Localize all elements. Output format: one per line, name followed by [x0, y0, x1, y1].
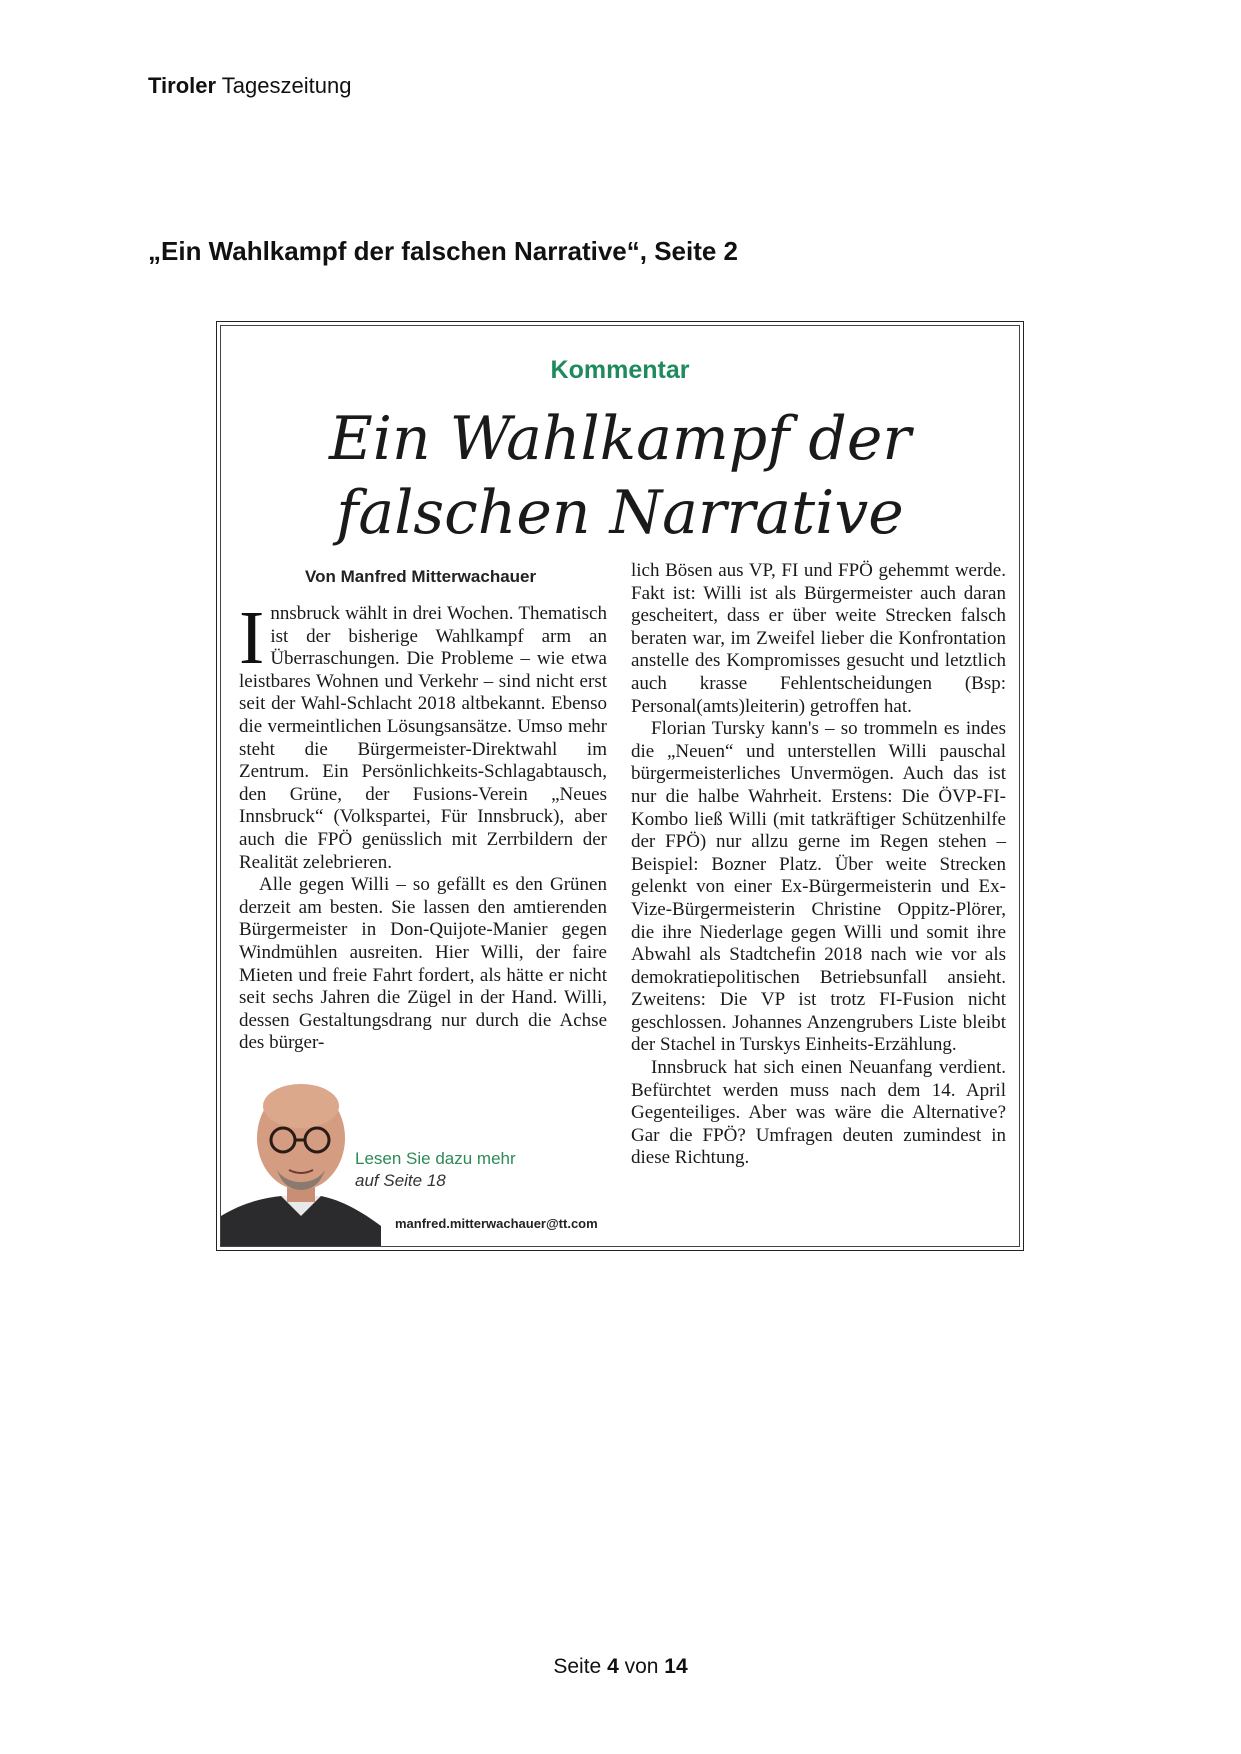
article-column-right — [631, 560, 1006, 1170]
footer-page-number: 4 — [607, 1655, 619, 1678]
read-more-note — [355, 1148, 516, 1192]
article-kicker: Kommentar — [550, 356, 690, 384]
newspaper-header — [148, 73, 351, 99]
paragraph-4: Florian Tursky kann's – so trommeln es indes die „Neuen“ und unterstellen Willi pauschal bürgermeisterliches Unvermögen. Auch das ist nur die halbe Wahrheit. Erstens: Die ÖVP-FI-Kombo ließ Willi (mit tatkräftiger Schützenhilfe der FPÖ) nur allzu gerne im Regen stehen – Beispiel: Bozner Platz. Über weite Strecken gelenkt von einer Ex-Bürgermeisterin und Ex-Vize-Bürgermeisterin Christine Oppitz-Plörer, die ihre Niederlage gegen Willi und somit ihre Abwahl als Stadtchefin 2018 nach wie vor als demokratiepolitischen Betriebsunfall ansieht. Zweitens: Die VP ist trotz FI-Fusion nicht geschlossen. Johannes Anzengrubers Liste bleibt der Stachel in Turskys Einheits-Erzählung. — [631, 718, 1006, 1056]
footer-middle: von — [618, 1655, 665, 1678]
document-title: „Ein Wahlkampf der falschen Narrative“, Seite 2 — [148, 236, 739, 266]
paragraph-1 — [239, 596, 607, 874]
read-more-line-2: auf Seite 18 — [355, 1171, 446, 1190]
article-frame — [220, 325, 1020, 1247]
paragraph-2: Alle gegen Willi – so gefällt es den Grünen derzeit am besten. Sie lassen den amtierenden Bürgermeister in Don-Quijote-Manier gegen Windmühlen ausreiten. Hier Willi, der faire Mieten und freie Fahrt fordert, als hätte er nicht seit sechs Jahren die Zügel in der Hand. Willi, dessen Gestaltungsdrang nur durch die Achse des bürger- — [239, 874, 607, 1054]
brand-rest: Tageszeitung — [216, 73, 352, 98]
paragraph-3: lich Bösen aus VP, FI und FPÖ gehemmt werde. Fakt ist: Willi ist als Bürgermeister auch daran gescheitert, dass er über weite Strecken falsch beraten war, im Zweifel lieber die Konfrontation anstelle des Kompromisses gesucht und letztlich auch krasse Fehlentscheidungen (Bsp: Personal(amts)leiterin) getroffen hat. — [631, 560, 1006, 717]
article-clipping — [216, 321, 1024, 1251]
footer-prefix: Seite — [553, 1655, 608, 1678]
headline-line-1: Ein Wahlkampf der — [328, 404, 912, 474]
brand-bold: Tiroler — [148, 73, 217, 98]
page-footer — [0, 1655, 1241, 1679]
paragraph-5: Innsbruck hat sich einen Neuanfang verdient. Befürchtet werden muss nach dem 14. April Gegenteiliges. Aber was wäre die Alternative? Gar die FPÖ? Umfragen deuten zumindest in diese Richtung. — [631, 1057, 1006, 1169]
footer-total-pages: 14 — [664, 1655, 688, 1678]
read-more-line-1: Lesen Sie dazu mehr — [355, 1149, 516, 1168]
article-headline — [221, 402, 1019, 550]
article-column-left — [239, 596, 607, 1055]
author-email: manfred.mitterwachauer@tt.com — [395, 1216, 598, 1231]
headline-line-2: falschen Narrative — [336, 478, 904, 548]
article-byline: Von Manfred Mitterwachauer — [305, 567, 537, 586]
drop-cap: I — [239, 596, 265, 680]
paragraph-1-text: nnsbruck wählt in drei Wochen. Thematisch ist der bisherige Wahlkampf arm an Überraschungen. Die Probleme – wie etwa leistbares Wohnen und Verkehr – sind nicht erst seit der Wahl-Schlacht 2018 altbekannt. Ebenso die vermeintlichen Lösungsansätze. Umso mehr steht die Bürgermeister-Direktwahl im Zentrum. Ein Persönlichkeits-Schlagabtausch, den Grüne, der Fusions-Verein „Neues Innsbruck“ (Volkspartei, Für Innsbruck), aber auch die FPÖ genüsslich mit Zerrbildern der Realität zelebrieren. — [239, 603, 607, 873]
